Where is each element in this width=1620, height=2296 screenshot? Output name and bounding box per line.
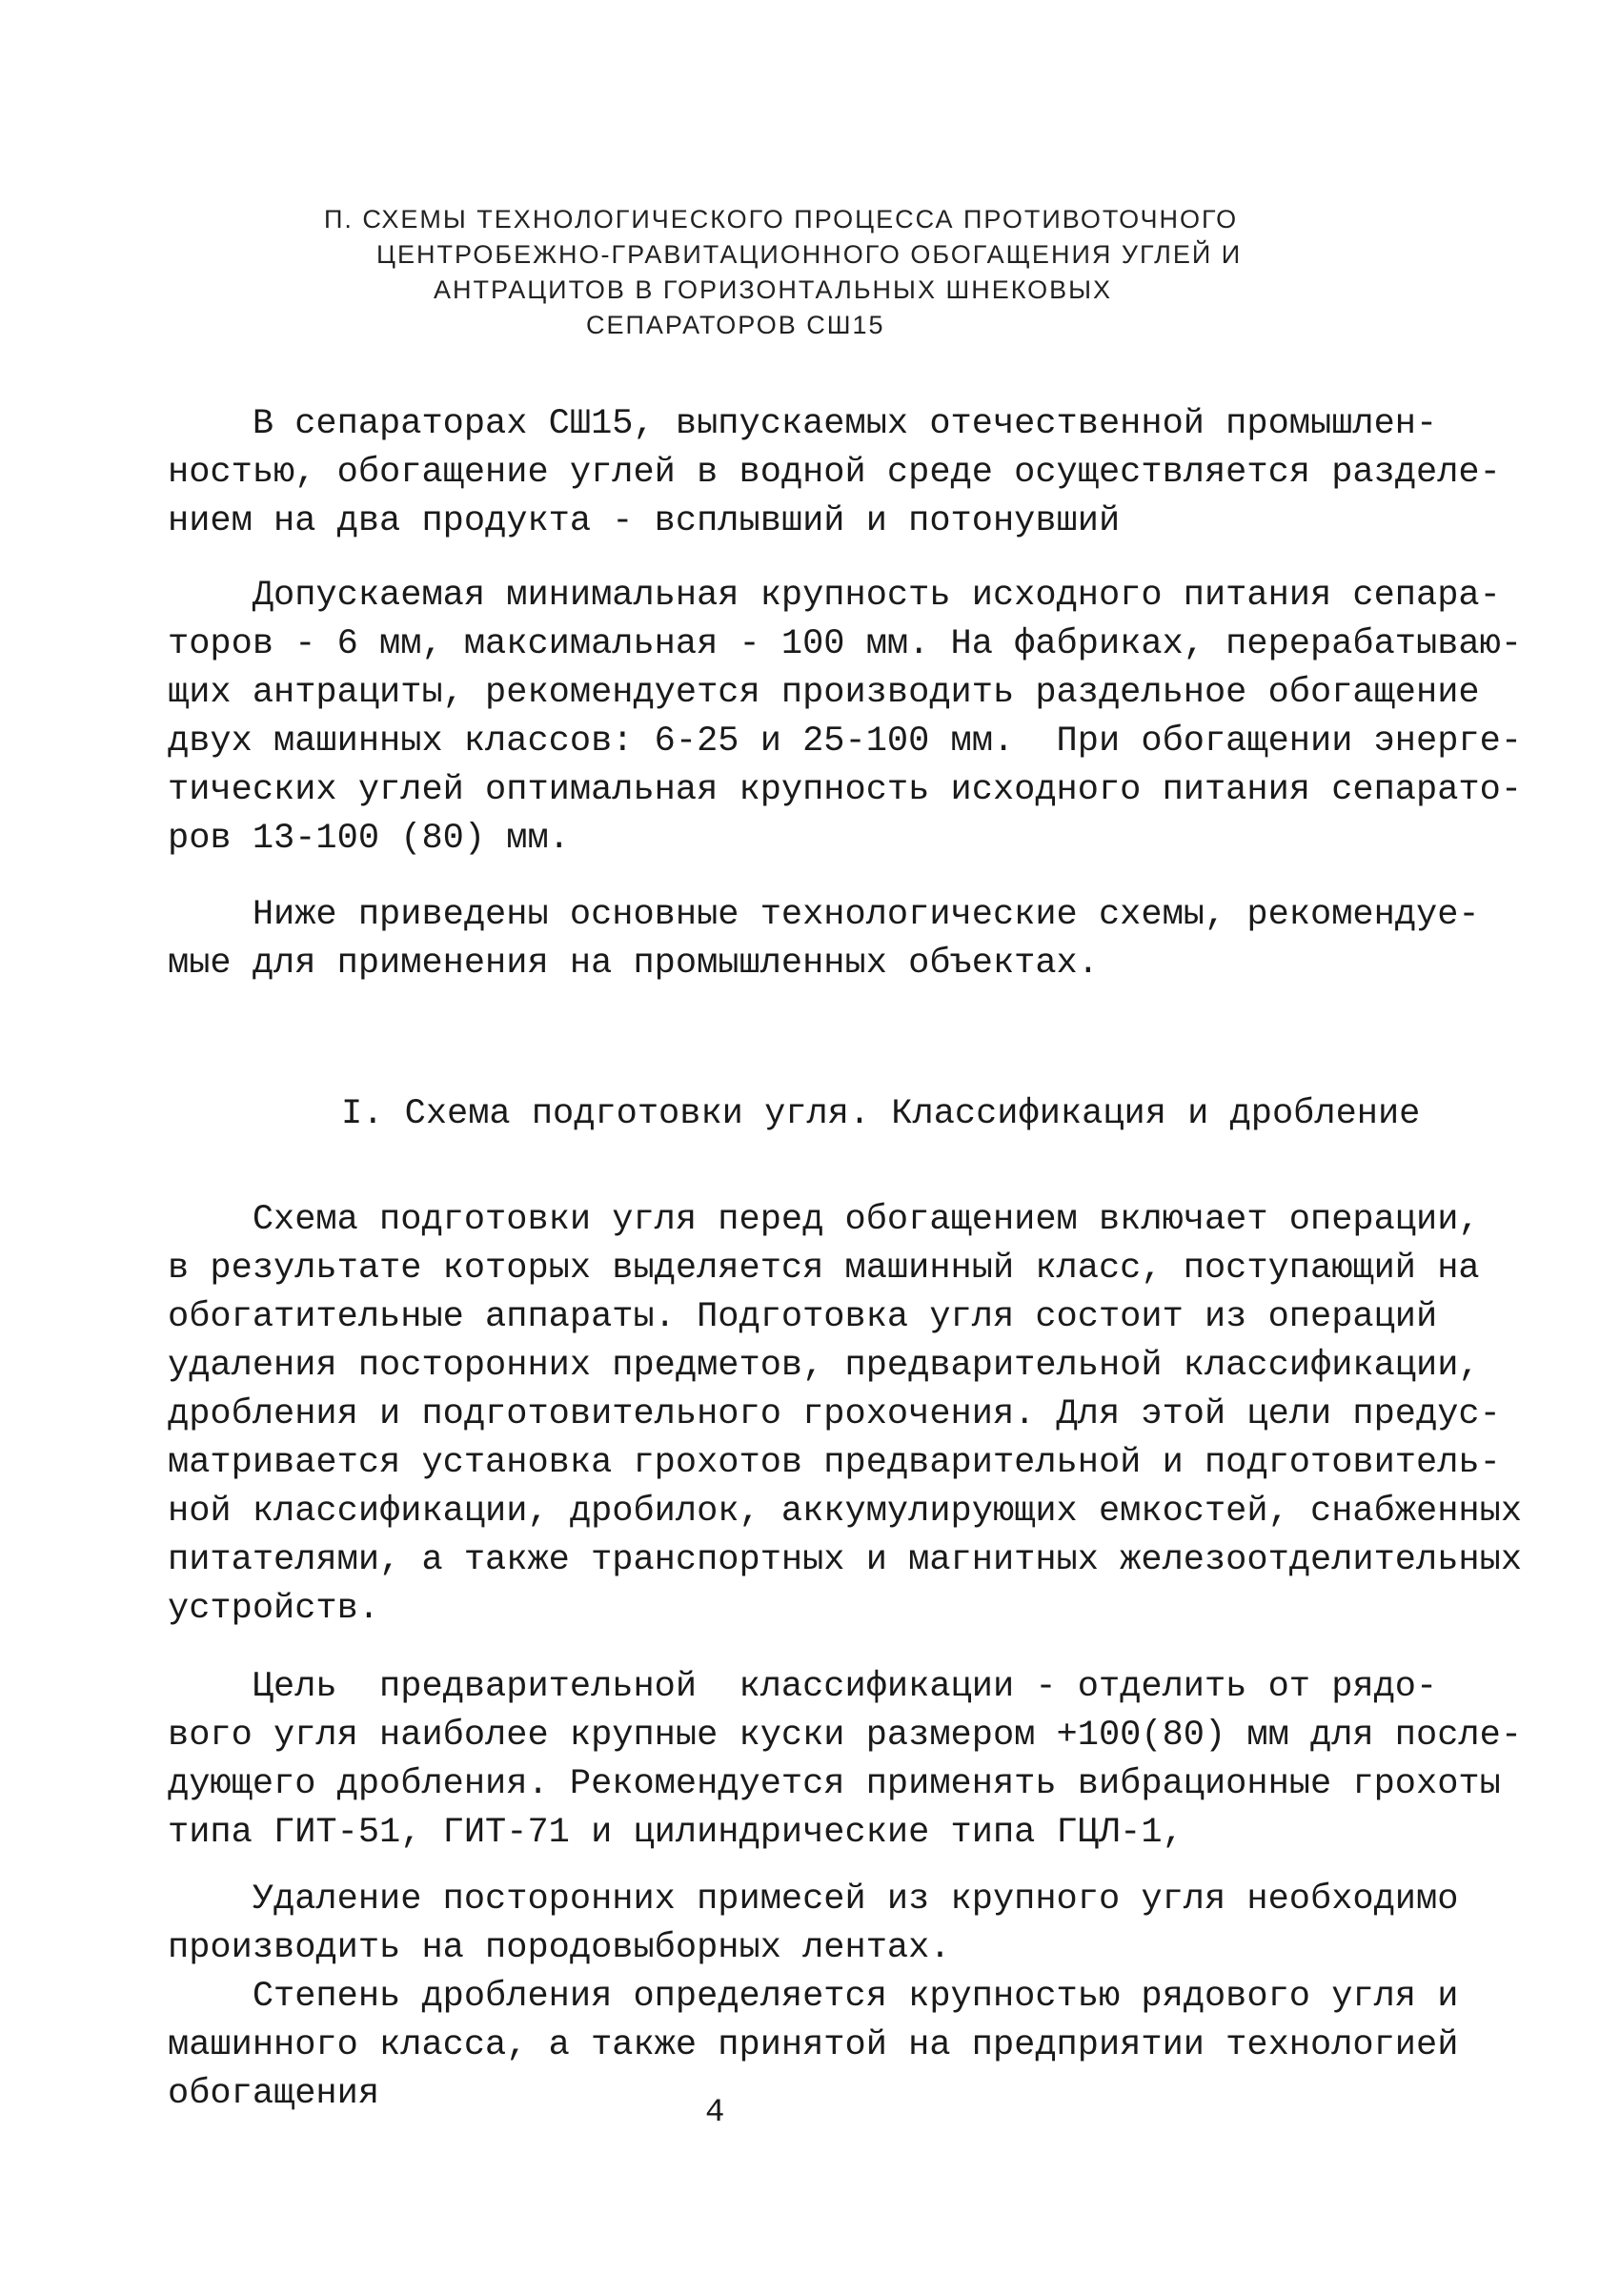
text-line: Степень дробления определяется крупностью рядового угля и [168,1977,1459,2017]
section-paragraph-4 [168,1973,1502,2119]
text-line: дующего дробления. Рекомендуется применять вибрационные грохоты [168,1764,1501,1804]
text-line: Допускаемая минимальная крупность исходного питания сепара- [168,576,1501,616]
text-line: щих антрациты, рекомендуется производить раздельное обогащение [168,673,1480,713]
text-line: вого угля наиболее крупные куски размером +100(80) мм для после- [168,1716,1523,1756]
heading-line: СЕПАРАТОРОВ СШ15 [586,311,885,339]
text-line: В сепараторах СШ15, выпускаемых отечественной промышлен- [168,404,1438,444]
text-line: устройств. [168,1589,380,1629]
text-line: обогатительные аппараты. Подготовка угля состоит из операций [168,1297,1438,1337]
text-line: в результате которых выделяется машинный класс, поступающий на [168,1249,1480,1289]
section-paragraph-3 [168,1876,1502,1973]
text-line: Ниже приведены основные технологические схемы, рекомендуе- [168,895,1480,935]
text-line: дробления и подготовительного грохочения. Для этой цели предус- [168,1394,1501,1434]
text-line: матривается установка грохотов предварительной и подготовитель- [168,1443,1501,1483]
text-line: ров 13-100 (80) мм. [168,819,570,859]
text-line: производить на породовыборных лентах. [168,1928,951,1968]
text-line: типа ГИТ-51, ГИТ-71 и цилиндрические типа ГЦЛ-1, [168,1813,1184,1853]
text-line: Схема подготовки угля перед обогащением включает операции, [168,1200,1480,1240]
text-line: Цель предварительной классификации - отделить от рядо- [168,1667,1438,1707]
text-line: мые для применения на промышленных объектах. [168,944,1099,984]
intro-paragraph-1 [168,400,1502,546]
heading-line: П. СХЕМЫ ТЕХНОЛОГИЧЕСКОГО ПРОЦЕССА ПРОТИВОТОЧНОГО [324,205,1239,234]
page-number: 4 [705,2095,725,2131]
text-line: питателями, а также транспортных и магнитных железоотделительных [168,1540,1523,1580]
text-line: обогащения [168,2074,380,2114]
intro-paragraph-3 [168,891,1502,988]
text-line: двух машинных классов: 6-25 и 25-100 мм. При обогащении энерге- [168,721,1523,762]
heading-line: ЦЕНТРОБЕЖНО-ГРАВИТАЦИОННОГО ОБОГАЩЕНИЯ УГЛЕЙ И [376,240,1243,269]
text-line: удаления посторонних предметов, предварительной классификации, [168,1346,1480,1386]
text-line: ностью, обогащение углей в водной среде осуществляется разделе- [168,453,1501,493]
text-line: торов - 6 мм, максимальная - 100 мм. На фабриках, перерабатываю- [168,624,1523,664]
intro-paragraph-2 [168,572,1523,864]
section-title: I. Схема подготовки угля. Классификация и дробление [341,1094,1421,1134]
text-line: тических углей оптимальная крупность исходного питания сепарато- [168,770,1523,810]
section-paragraph-2 [168,1663,1523,1858]
chapter-heading [324,202,1372,343]
heading-line: АНТРАЦИТОВ В ГОРИЗОНТАЛЬНЫХ ШНЕКОВЫХ [434,275,1113,304]
text-line: нием на два продукта - всплывший и потонувший [168,501,1121,541]
text-line: ной классификации, дробилок, аккумулирующих емкостей, снабженных [168,1492,1523,1532]
text-line: Удаление посторонних примесей из крупного угля необходимо [168,1879,1459,1920]
text-line: машинного класса, а также принятой на предприятии технологией [168,2025,1459,2065]
section-paragraph-1 [168,1196,1523,1634]
